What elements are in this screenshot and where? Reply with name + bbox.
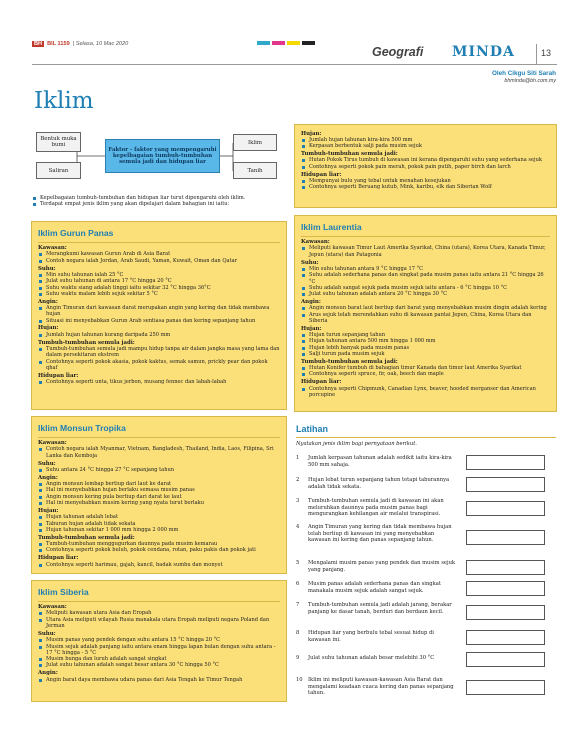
section-heading: Hidupan liar: <box>301 379 342 386</box>
factor-climate: Iklim <box>233 134 277 151</box>
section-heading: Hujan: <box>301 325 322 332</box>
section-heading: Suhu: <box>38 265 56 272</box>
color-bar-cyan <box>257 41 270 45</box>
list-item: Hal ini menyebabkan hujan berlaku semasa musim panas <box>38 487 280 493</box>
answer-box[interactable] <box>466 652 545 667</box>
title-rule <box>38 242 280 243</box>
question-text: Julat suhu tahunan adalah besar melebihi 30 °C <box>308 655 435 661</box>
section-heading: Suhu: <box>38 460 56 467</box>
list-item: Tumbuh-tumbuhan semula jadi mampu hidup tanpa air dalam jangka masa yang lama dan dalam persekitaran ekstrem <box>38 346 280 359</box>
list-item: Mempunyai bulu yang tebal untuk menahan kesejukan <box>301 178 550 184</box>
list-item: Contohnya seperti pokok akasia, pokok kaktus, semak samun, prickly pear dan pokok qhaf <box>38 359 280 372</box>
question-text: Mengalami musim panas yang pendek dan musim sejuk yang panjang. <box>308 560 456 573</box>
issue-date: | Selasa, 10 Mac 2020 <box>72 41 129 47</box>
list-item: Suhu waktu siang adalah tinggi iaitu sekitar 32 °C hingga 36°C <box>38 285 280 291</box>
latihan-title: Latihan <box>296 424 329 434</box>
color-bars <box>257 30 317 49</box>
section-heading: Suhu: <box>301 259 319 266</box>
section-heading: Angin: <box>38 298 58 305</box>
list-item: Tumbuh-tumbuhan menggugurkan daunnya pada musim kemarau <box>38 541 280 547</box>
question-number: 5 <box>296 560 300 566</box>
question-number: 1 <box>296 455 300 461</box>
list-item: Hutan Pokok Tirus tumbuh di kawasan ini kerana dipengaruhi suhu yang sederhana sejuk <box>301 157 550 163</box>
gurun-panas-content <box>38 245 280 385</box>
color-bar-magenta <box>272 41 285 45</box>
list-item: Meliputi kawasan Timur Laut Amerika Syarikat, China (utara), Korea Utara, Kanada Timur, Jepun (utara) dan Patagonia <box>301 245 550 258</box>
question-number: 8 <box>296 630 300 636</box>
answer-box[interactable] <box>466 455 545 470</box>
question-text: Hujan lebat turun sepanjang tahun tetapi taburannya adalah tidak sekata. <box>308 477 450 490</box>
header-divider <box>536 44 537 64</box>
question-text: Iklim ini meliputi kawasan-kawasan Asia Barat dan mengalami keadaan cuaca kering dan panas sepanjang tahun. <box>308 677 454 696</box>
list-item: Angin barat daya membawa udara panas dari Asia Tengah ke Timur Tengah <box>38 677 280 683</box>
siberia-cont-panel <box>294 124 557 208</box>
list-item: Julat suhu tahunan adalah antara 20 °C hingga 30 °C <box>301 291 550 297</box>
list-item: Min suhu tahunan ialah 25 °C <box>38 272 280 278</box>
latihan-instruction: Nyatakan jenis iklim bagi pernyataan berikut. <box>296 441 417 447</box>
question-number: 2 <box>296 477 300 483</box>
siberia-content <box>38 604 280 683</box>
list-item: Suhu adalah sederhana panas dan singkat pada musim panas iaitu antara 21 °C hingga 26 °C <box>301 272 550 285</box>
list-item: Jumlah hujan tahunan kira-kira 500 mm <box>301 137 550 143</box>
header-rule <box>32 64 557 65</box>
list-item: Julat suhu tahunan adalah sangat besar antara 30 °C hingga 50 °C <box>38 662 280 668</box>
list-item: Hal ini menyebabkan musim kering yang nyata turut berlaku <box>38 500 280 506</box>
question-text: Musim panas adalah sederhana panas dan singkat manakala musim sejuk adalah sangat sejuk. <box>308 581 441 594</box>
list-item: Utara Asia meliputi wilayah Rusia manakala utara Eropah meliputi negara Poland dan Jerman <box>38 617 280 630</box>
laurentia-content <box>301 239 550 398</box>
list-item: Contohnya seperti pokok buluh, pokok cendana, rotan, paku pakis dan pokok jati <box>38 547 280 553</box>
list-item: Hujan lebih banyak pada musim panas <box>301 345 550 351</box>
monsun-panel <box>31 416 287 574</box>
color-bar-yellow <box>287 41 300 45</box>
section-heading: Angin: <box>38 474 58 481</box>
answer-box[interactable] <box>466 501 545 516</box>
list-item: Contoh negara ialah Jordan, Arab Saudi, Yaman, Kuwait, Oman dan Qatar <box>38 258 280 264</box>
question-text: Angin Timuran yang kering dan tidak membawa hujan telah bertiup di kawasan ini yang menyebabkan kawasan ini kering dan panas sepanjang tahun. <box>308 524 452 543</box>
list-item: Arus sejuk telah merendahkan suhu di kawasan pantai Jepun, China, Korea Utara dan Siberia <box>301 312 550 325</box>
question-number: 3 <box>296 498 300 504</box>
subject-label: Geografi <box>372 45 424 59</box>
list-item: Hujan tahunan adalah lebat <box>38 514 280 520</box>
list-item: Salji turun pada musim sejuk <box>301 351 550 357</box>
author: Oleh Cikgu Siti Sarah <box>491 70 556 77</box>
answer-box[interactable] <box>466 630 545 645</box>
list-item: Jumlah hujan tahunan kurang daripada 250 mm <box>38 332 280 338</box>
list-item: Angin monsun kering pula bertiup dari darat ke laut <box>38 494 280 500</box>
list-item: Suhu antara 24 °C hingga 27 °C sepanjang tahun <box>38 467 280 473</box>
section-heading: Kawasan: <box>38 440 67 446</box>
list-item: Suhu waktu malam lebih sejuk sekitar 5 °C <box>38 291 280 297</box>
section-heading: Hidupan liar: <box>301 171 342 178</box>
list-item: Angin monsun barat laut bertiup dari barat yang menyebabkan musim dingin adalah kering <box>301 305 550 311</box>
issue-number: BIL 1159 <box>47 41 70 47</box>
section-heading: Tumbuh-tumbuhan semula jadi: <box>301 358 398 365</box>
section-heading: Angin: <box>301 298 321 305</box>
section-heading: Kawasan: <box>38 604 67 610</box>
list-item: Hujan tahunan sekitar 1 000 mm hingga 2 000 mm <box>38 527 280 533</box>
answer-box[interactable] <box>466 680 545 695</box>
author-email: bhminda@bh.com.my <box>504 78 556 84</box>
factor-landform: Bentuk muka bumi <box>36 132 81 152</box>
intro-item: Kepelbagaian tumbuh-tumbuhan dan hidupan liar turut dipengaruhi oleh iklim. <box>32 195 287 201</box>
answer-box[interactable] <box>466 530 545 545</box>
question-text: Jumlah kerpasan tahunan adalah sedikit iaitu kira-kira 500 mm sahaja. <box>308 455 452 468</box>
section-heading: Kawasan: <box>38 245 67 251</box>
list-item: Contohnya seperti spruce, fir, oak, beech dan maple <box>301 371 550 377</box>
list-item: Kerpasan berbentuk salji pada musim sejuk <box>301 143 550 149</box>
list-item: Contohnya seperti pokok pain merah, pokok pain putih, paper birch dan larch <box>301 164 550 170</box>
list-item: Musim bunga dan luruh adalah sangat singkat <box>38 656 280 662</box>
minda-logo: MINDA <box>452 44 515 60</box>
list-item: Min suhu tahunan antara 9 °C hingga 17 °C <box>301 266 550 272</box>
list-item: Contohnya seperti harimau, gajah, kancil, badak sumbu dan monyet <box>38 562 280 568</box>
laurentia-panel <box>294 215 557 412</box>
section-heading: Hidupan liar: <box>38 372 79 379</box>
section-heading: Tumbuh-tumbuhan semula jadi: <box>38 534 135 541</box>
list-item: Hutan Konifer tumbuh di bahagian timur Kanada dan timur laut Amerika Syarikat <box>301 365 550 371</box>
answer-box[interactable] <box>466 605 545 620</box>
section-heading: Hujan: <box>38 325 59 332</box>
list-item: Musim panas yang pendek dengan suhu antara 15 °C hingga 20 °C <box>38 637 280 643</box>
question-text: Hidupan liar yang berbulu tebal sesuai hidup di kawasan ini. <box>308 630 434 643</box>
intro-list <box>32 195 287 208</box>
laurentia-title: Iklim Laurentia <box>301 222 362 232</box>
list-item: Contohnya seperti Beruang kutub, Mink, karibu, elk dan Siberian Wolf <box>301 184 550 190</box>
intro-item: Terdapat empat jenis iklim yang akan dipelajari dalam bahagian ini iaitu: <box>32 201 287 207</box>
title-rule <box>38 601 280 602</box>
section-heading: Tumbuh-tumbuhan semula jadi: <box>301 151 398 157</box>
siberia-title: Iklim Siberia <box>38 587 89 597</box>
page-number: 13 <box>541 48 552 58</box>
question-text: Tumbuh-tumbuhan semula jadi di kawasan ini akan meluruhkan daunnya pada musim panas bagi mengurangkan kehilangan air melalui transpirasi. <box>308 498 444 517</box>
question-number: 4 <box>296 524 300 530</box>
list-item: Hujan tahunan antara 500 mm hingga 1 000 mm <box>301 338 550 344</box>
list-item: Contohnya seperti unta, tikus jerbon, musang fennec dan labah-labah <box>38 379 280 385</box>
siberia-panel <box>31 580 287 702</box>
list-item: Contoh negara ialah Myanmar, Vietnam, Bangladesh, Thailand, India, Laos, Filipina, Sri Lanka dan Kemboja <box>38 446 280 459</box>
siberia-cont-content <box>301 131 550 191</box>
list-item: Taburan hujan adalah tidak sekata <box>38 521 280 527</box>
title-rule <box>301 236 550 237</box>
monsun-title: Iklim Monsun Tropika <box>38 423 126 433</box>
question-number: 6 <box>296 581 300 587</box>
list-item: Situasi ini menyebabkan Gurun Arab sentiasa panas dan kering sepanjang tahun <box>38 318 280 324</box>
question-number: 7 <box>296 602 300 608</box>
page-title: Iklim <box>34 88 94 114</box>
list-item: Suhu adalah sangat sejuk pada musim sejuk iaitu antara - 6 °C hingga 10 °C <box>301 285 550 291</box>
list-item: Meliputi kawasan utara Asia dan Eropah <box>38 610 280 616</box>
answer-box[interactable] <box>466 477 545 492</box>
bh-logo: BH <box>34 41 43 47</box>
factor-center: Faktor - faktor yang mempengaruhi kepelbagaian tumbuh-tumbuhan semula jadi dan hidupan liar <box>105 139 220 173</box>
gurun-panas-panel <box>31 221 287 410</box>
header-left <box>32 41 128 47</box>
list-item: Julat suhu tahunan di antara 17 °C hingga 20 °C <box>38 278 280 284</box>
list-item: Angin Timuran dari kawasan darat merupakan angin yang kering dan tidak membawa hujan <box>38 305 280 318</box>
section-heading: Kawasan: <box>301 239 330 245</box>
section-heading: Tumbuh-tumbuhan semula jadi: <box>38 339 135 346</box>
list-item: Hujan turun sepanjang tahun <box>301 332 550 338</box>
section-heading: Angin: <box>38 670 58 677</box>
latihan-rule <box>296 437 556 438</box>
question-number: 10 <box>296 677 303 683</box>
factor-soil: Tanih <box>233 162 277 179</box>
question-number: 9 <box>296 655 300 661</box>
color-bar-black <box>302 41 315 45</box>
list-item: Contohnya seperti Chipmunk, Canadian Lynx, beaver, hooded merganser dan American porcupine <box>301 386 550 399</box>
monsun-content <box>38 440 280 568</box>
section-heading: Hidupan liar: <box>38 555 79 562</box>
factor-drainage: Saliran <box>36 162 81 179</box>
list-item: Merangkumi kawasan Gurun Arab di Asia Barat <box>38 251 280 257</box>
title-rule <box>38 437 280 438</box>
answer-box[interactable] <box>466 581 545 596</box>
answer-box[interactable] <box>466 560 545 575</box>
section-heading: Hujan: <box>301 130 322 137</box>
question-text: Tumbuh-tumbuhan semula jadi adalah jarang, berakar panjang ke dasar tanah, berduri dan berdaun kecil. <box>308 602 452 615</box>
section-heading: Hujan: <box>38 507 59 514</box>
list-item: Musim sejuk adalah panjang iaitu antara enam hingga lapan bulan dengan suhu antara - 17 °C hingga - 5 °C <box>38 644 280 657</box>
section-heading: Suhu: <box>38 630 56 637</box>
list-item: Angin monsun lembap bertiup dari laut ke darat <box>38 481 280 487</box>
gurun-panas-title: Iklim Gurun Panas <box>38 228 114 238</box>
